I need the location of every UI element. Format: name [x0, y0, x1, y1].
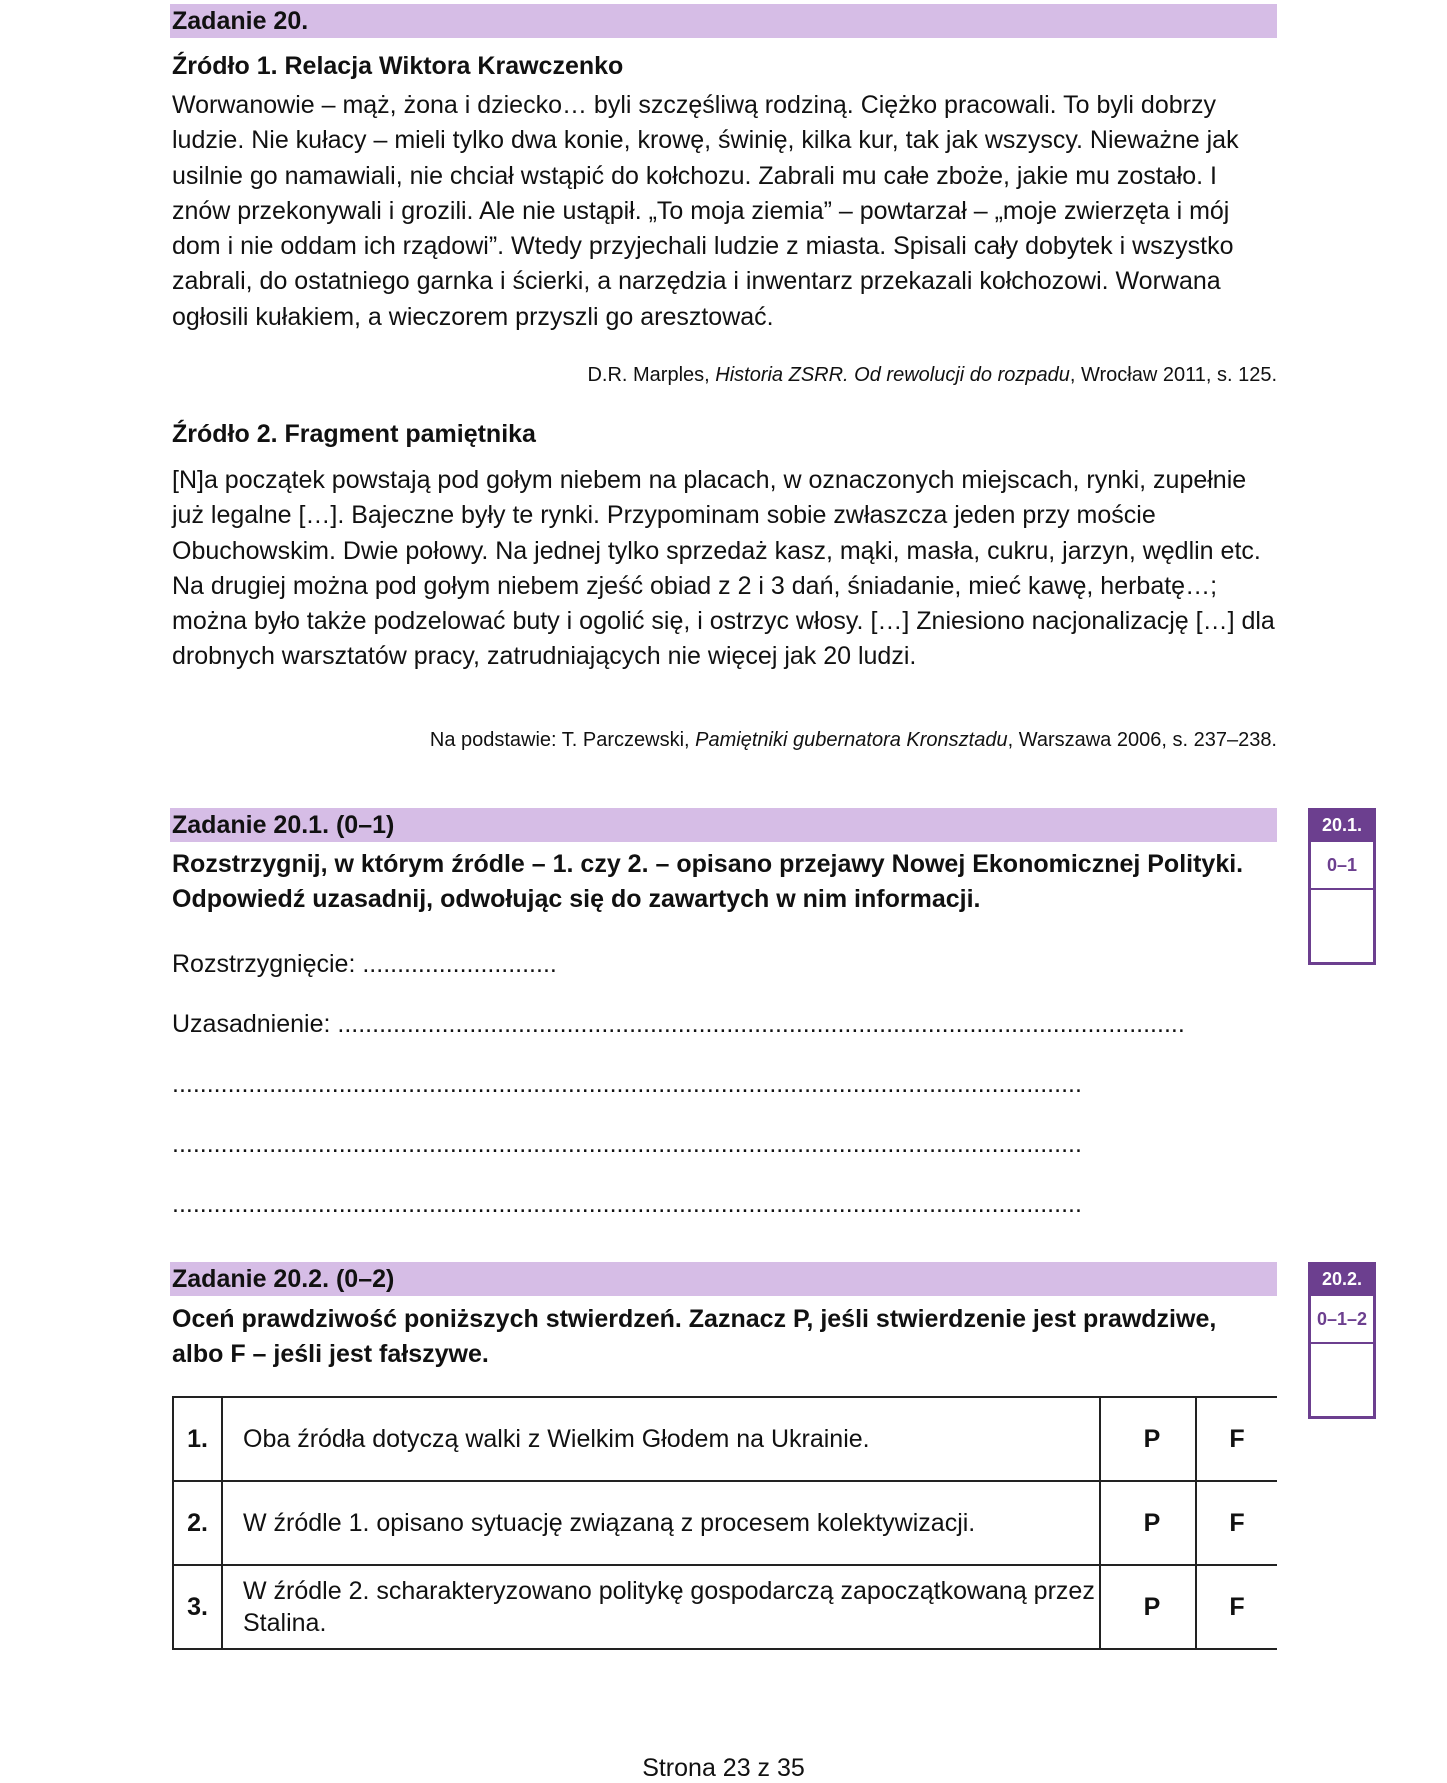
cell-spacer	[222, 1481, 231, 1565]
decision-label: Rozstrzygnięcie:	[172, 950, 363, 978]
citation-details: , Wrocław 2011, s. 125.	[1069, 364, 1277, 386]
task1-score-box	[1308, 808, 1376, 965]
score-box-field	[1311, 1344, 1373, 1416]
task1-command: Rozstrzygnij, w którym źródle – 1. czy 2. – opisano przejawy Nowej Ekonomicznej Polityki. Odpowiedź uzasadnij, odwołując się do zawartych w nim informacji.	[172, 850, 1244, 914]
page-number: Strona 23 z 35	[642, 1754, 805, 1782]
score-box-number: 20.1.	[1311, 808, 1373, 842]
score-box-field	[1311, 890, 1373, 962]
decision-dots: ............................	[362, 950, 557, 978]
statement-text: W źródle 2. scharakteryzowano politykę gospodarczą zapoczątkowaną przez Stalina.	[231, 1565, 1100, 1649]
true-false-table	[172, 1396, 1277, 1650]
answer-line[interactable]: ...................................................................................................................................	[172, 1070, 1082, 1098]
source1-title: Źródło 1. Relacja Wiktora Krawczenko	[172, 52, 624, 80]
source1-citation	[587, 364, 1277, 387]
justification-dots: ..........................................................................................................................	[337, 1010, 1185, 1038]
score-box-range: 0–1–2	[1311, 1296, 1373, 1344]
true-option[interactable]: P	[1109, 1397, 1196, 1481]
cell-spacer	[222, 1397, 231, 1481]
table-row	[173, 1565, 1277, 1649]
task2-command: Oceń prawdziwość poniższych stwierdzeń. Zaznacz P, jeśli stwierdzenie jest prawdziwe, albo F – jeśli jest fałszywe.	[172, 1305, 1217, 1369]
citation-author: D.R. Marples,	[587, 364, 716, 386]
score-box-range: 0–1	[1311, 842, 1373, 890]
table-row	[173, 1397, 1277, 1481]
true-option[interactable]: P	[1109, 1481, 1196, 1565]
score-box-number: 20.2.	[1311, 1262, 1373, 1296]
false-option[interactable]: F	[1196, 1481, 1277, 1565]
source2-citation	[430, 729, 1277, 752]
statement-number: 2.	[173, 1481, 222, 1565]
source1-text: Worwanowie – mąż, żona i dziecko… byli szczęśliwą rodziną. Ciężko pracowali. To byli dobrzy ludzie. Nie kułacy – mieli tylko dwa konie, krowę, świnię, kilka kur, tak jak wszyscy. Nieważne jak usilnie go namawiali, nie chciał wstąpić do kołchozu. Zabrali mu całe zboże, jakie mu zostało. I znów przekonywali i grozili. Ale nie ustąpił. „To moja ziemia” – powtarzał – „moje zwierzęta i mój dom i nie oddam ich rządowi”. Wtedy przyjechali ludzie z miasta. Spisali cały dobytek i wszystko zabrali, do ostatniego garnka i ścierki, a narzędzia i inwentarz przekazali kołchozowi. Worwana ogłosili kułakiem, a wieczorem przyszli go aresztować.	[172, 91, 1239, 331]
justification-label: Uzasadnienie:	[172, 1010, 338, 1038]
statement-number: 3.	[173, 1565, 222, 1649]
task1-header: Zadanie 20.1. (0–1)	[170, 808, 1277, 842]
statement-text: W źródle 1. opisano sytuację związaną z procesem kolektywizacji.	[231, 1481, 1100, 1565]
statement-number: 1.	[173, 1397, 222, 1481]
citation-title: Historia ZSRR. Od rewolucji do rozpadu	[715, 364, 1070, 386]
task2-score-box	[1308, 1262, 1376, 1419]
decision-answer-line[interactable]	[172, 950, 557, 979]
answer-line[interactable]: ...................................................................................................................................	[172, 1130, 1082, 1158]
answer-line[interactable]: ...................................................................................................................................	[172, 1190, 1082, 1218]
true-option[interactable]: P	[1109, 1565, 1196, 1649]
cell-spacer	[1100, 1397, 1109, 1481]
citation-details: , Warszawa 2006, s. 237–238.	[1007, 729, 1277, 751]
false-option[interactable]: F	[1196, 1565, 1277, 1649]
source2-text: [N]a początek powstają pod gołym niebem na placach, w oznaczonych miejscach, rynki, zupełnie już legalne […]. Bajeczne były te rynki. Przypominam sobie zwłaszcza jeden przy moście Obuchowskim. Dwie połowy. Na jednej tylko sprzedaż kasz, mąki, masła, cukru, jarzyn, wędlin etc. Na drugiej można pod gołym niebem zjeść obiad z 2 i 3 dań, śniadanie, mieć kawę, herbatę…; można było także podzelować buty i ogolić się, i ostrzyc włosy. […] Zniesiono nacjonalizację […] dla drobnych warsztatów pracy, zatrudniających nie więcej jak 20 ludzi.	[172, 466, 1275, 671]
justification-answer-line[interactable]	[172, 1010, 1185, 1039]
false-option[interactable]: F	[1196, 1397, 1277, 1481]
cell-spacer	[1100, 1565, 1109, 1649]
cell-spacer	[1100, 1481, 1109, 1565]
citation-author: Na podstawie: T. Parczewski,	[429, 729, 696, 751]
task-header: Zadanie 20.	[170, 4, 1277, 38]
source2-title: Źródło 2. Fragment pamiętnika	[172, 420, 536, 448]
citation-title: Pamiętniki gubernatora Kronsztadu	[695, 729, 1008, 751]
statement-text: Oba źródła dotyczą walki z Wielkim Głodem na Ukrainie.	[231, 1397, 1100, 1481]
cell-spacer	[222, 1565, 231, 1649]
table-row	[173, 1481, 1277, 1565]
task2-header: Zadanie 20.2. (0–2)	[170, 1262, 1277, 1296]
